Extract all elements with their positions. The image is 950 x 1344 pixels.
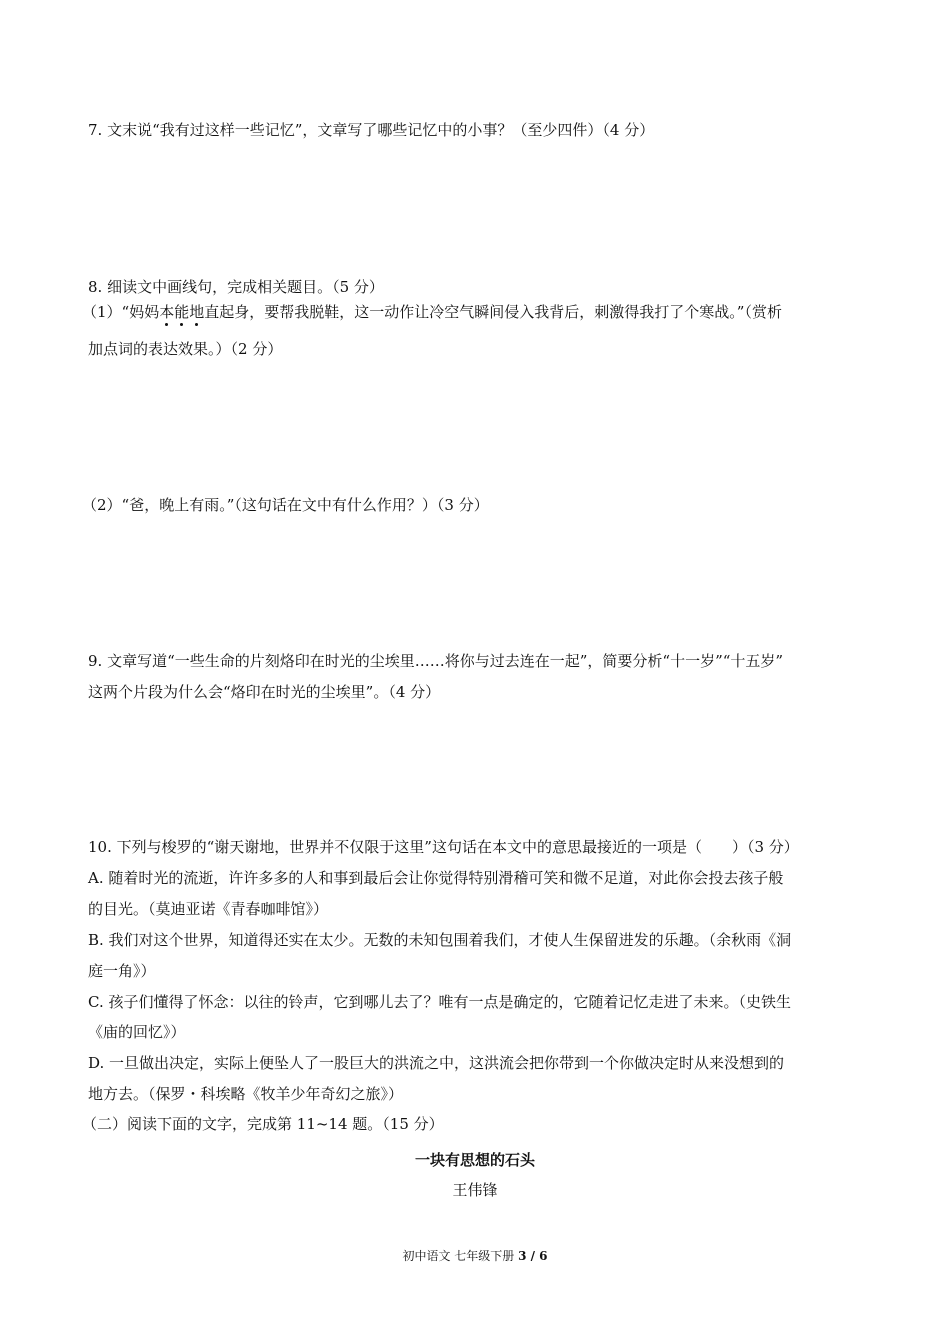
- article-author: 王伟锋: [452, 1181, 498, 1199]
- footer-course: 初中语文 七年级下册: [402, 1249, 519, 1263]
- option-a-line1: A. 随着时光的流逝，许许多多的人和事到最后会让你觉得特别滑稽可笑和微不足道，对此你会投去孩子般: [88, 869, 784, 887]
- option-d-line1: D. 一旦做出决定，实际上便坠人了一股巨大的洪流之中，这洪流会把你带到一个你做决定时从来没想到的: [88, 1054, 785, 1072]
- dotted-char: 本: [159, 303, 175, 321]
- question-10-stem: 10. 下列与梭罗的“谢天谢地，世界并不仅限于这里”这句话在本文中的意思最接近的一项是（ ）（3 分）: [88, 838, 799, 856]
- dotted-char: 能: [174, 303, 190, 321]
- question-9-line1: 9. 文章写道“一些生命的片刻烙印在时光的尘埃里……将你与过去连在一起”，简要分析“十一岁”“十五岁”: [88, 652, 784, 670]
- question-8-sub1: [82, 302, 872, 322]
- article-title: 一块有思想的石头: [414, 1151, 535, 1169]
- section-2-intro: （二）阅读下面的文字，完成第 11~14 题。（15 分）: [82, 1115, 444, 1133]
- option-a-line2: 的目光。（莫迪亚诺《青春咖啡馆》）: [88, 900, 329, 918]
- q8-sub1-after: 直起身，要帮我脱鞋，这一动作让冷空气瞬间侵入我背后，刺激得我打了个寒战。”（赏析: [204, 303, 782, 321]
- question-8-sub1-line2: 加点词的表达效果。）（2 分）: [88, 340, 283, 358]
- option-c-line1: C. 孩子们懂得了怀念：以往的铃声，它到哪儿去了？唯有一点是确定的，它随着记忆走进了未来。（史铁生: [88, 993, 791, 1011]
- q8-sub1-before: （1）“妈妈: [82, 303, 160, 321]
- page-number: 3 / 6: [518, 1249, 548, 1263]
- question-7: 7. 文末说“我有过这样一些记忆”，文章写了哪些记忆中的小事？（至少四件）（4 分）: [88, 121, 655, 139]
- question-9-line2: 这两个片段为什么会“烙印在时光的尘埃里”。（4 分）: [88, 683, 441, 701]
- option-b-line2: 庭一角》）: [88, 962, 156, 980]
- dotted-char: 地: [189, 303, 205, 321]
- question-8-sub2: （2）“爸，晚上有雨。”（这句话在文中有什么作用？）（3 分）: [82, 496, 489, 514]
- option-b-line1: B. 我们对这个世界，知道得还实在太少。无数的未知包围着我们，才使人生保留进发的乐趣。（余秋雨《洞: [88, 931, 792, 949]
- option-c-line2: 《庙的回忆》）: [88, 1023, 186, 1041]
- option-d-line2: 地方去。（保罗・科埃略《牧羊少年奇幻之旅》）: [88, 1085, 404, 1103]
- question-8-stem: 8. 细读文中画线句，完成相关题目。（5 分）: [88, 278, 384, 296]
- page-footer: [0, 1248, 950, 1264]
